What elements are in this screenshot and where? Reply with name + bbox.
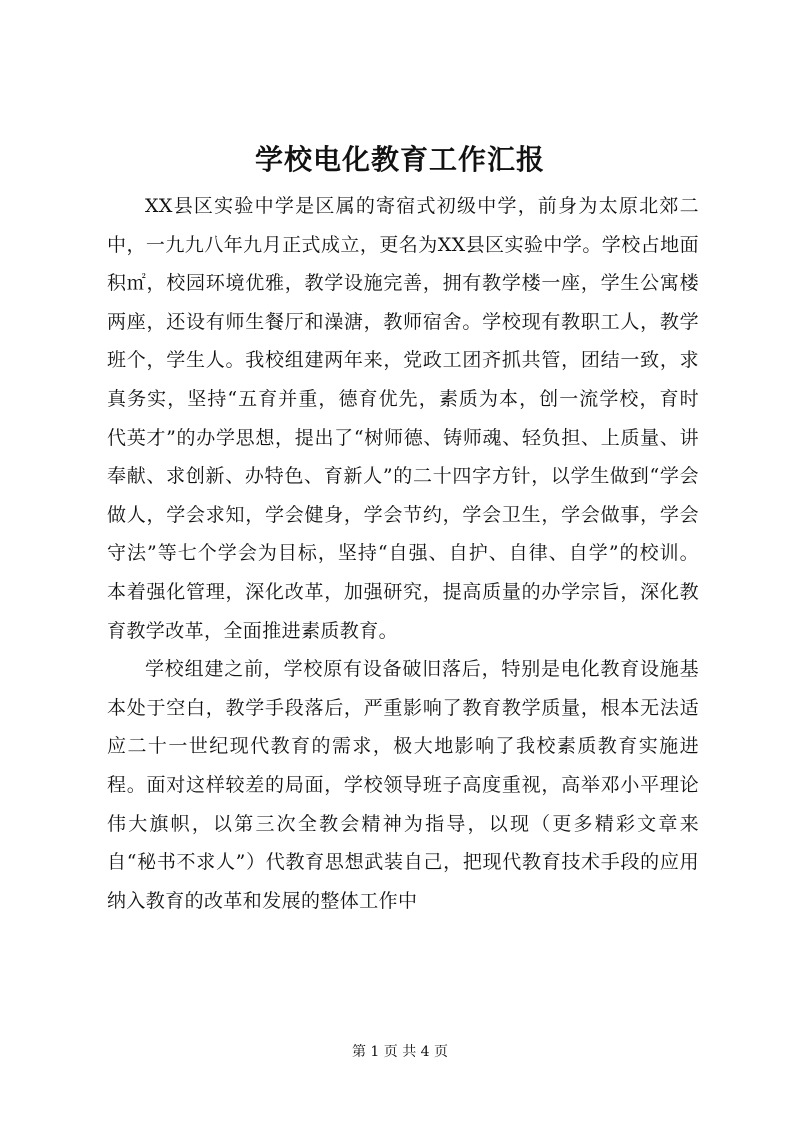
document-title: 学校电化教育工作汇报: [254, 143, 545, 176]
document-body: [107, 187, 699, 920]
paragraph-1: XX县区实验中学是区属的寄宿式初级中学，前身为太原北郊二中，一九九八年九月正式成立，更名为XX县区实验中学。学校占地面积㎡，校园环境优雅，教学设施完善，拥有教学楼一座，学生公寓楼两座，还设有师生餐厅和澡溏，教师宿舍。学校现有教职工人，教学班个，学生人。我校组建两年来，党政工团齐抓共管，团结一致，求真务实，坚持“五育并重，德育优先，素质为本，创一流学校，育时代英才”的办学思想，提出了“树师德、铸师魂、轻负担、上质量、讲奉献、求创新、办特色、育新人”的二十四字方针，以学生做到“学会做人，学会求知，学会健身，学会节约，学会卫生，学会做事，学会守法”等七个学会为目标，坚持“自强、自护、自律、自学”的校训。本着强化管理，深化改革，加强研究，提高质量的办学宗旨，深化教育教学改革，全面推进素质教育。: [107, 195, 699, 642]
paragraph-2: 学校组建之前，学校原有设备破旧落后，特别是电化教育设施基本处于空白，教学手段落后，严重影响了教育教学质量，根本无法适应二十一世纪现代教育的需求，极大地影响了我校素质教育实施进程。面对这样较差的局面，学校领导班子高度重视，高举邓小平理论伟大旗帜，以第三次全教会精神为指导，以现（更多精彩文章来自“秘书不求人”）代教育思想武装自己，把现代教育技术手段的应用纳入教育的改革和发展的整体工作中: [107, 658, 699, 912]
page-number: 第 1 页 共 4 页: [351, 1044, 449, 1060]
